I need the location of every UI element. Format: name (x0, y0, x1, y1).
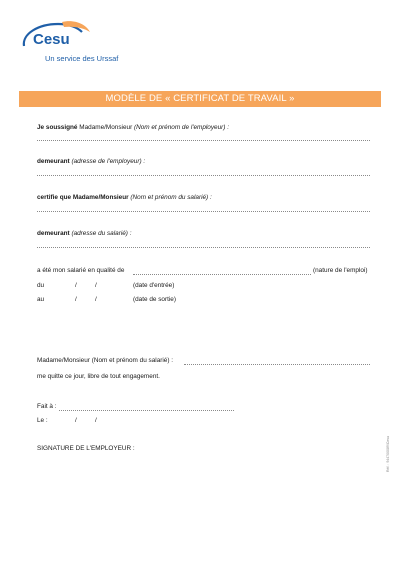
employer-address-field[interactable] (37, 175, 370, 176)
employer-label-hint: (Nom et prénom de l'employeur) : (133, 124, 229, 131)
to-slash-2: / (95, 296, 97, 303)
date-label: Le : (37, 417, 48, 424)
release-label: Madame/Monsieur (Nom et prénom du salarié) : (37, 357, 174, 364)
employment-label: a été mon salarié en qualité de (37, 267, 125, 274)
certify-label-bold: certifie que Madame/Monsieur (37, 194, 129, 201)
end-date-hint: (date de sortie) (133, 296, 176, 303)
from-slash-1: / (75, 282, 77, 289)
employer-label-normal: Madame/Monsieur (77, 124, 134, 131)
from-label: du (37, 282, 45, 289)
employer-name-field[interactable] (37, 140, 370, 141)
employer-address-label-hint: (adresse de l'employeur) : (69, 158, 146, 165)
employee-address-label-hint: (adresse du salarié) : (69, 230, 132, 237)
release-statement: me quitte ce jour, libre de tout engagement. (37, 373, 160, 380)
reference-number: Réf. : 944700089/Cesu (386, 436, 390, 472)
employee-name-field[interactable] (37, 211, 370, 212)
employer-label (37, 124, 229, 131)
certify-label-hint: (Nom et prénom du salarié) : (128, 194, 212, 201)
job-nature-field[interactable] (133, 274, 311, 275)
employee-address-field[interactable] (37, 247, 370, 248)
page-title: MODÈLE DE « CERTIFICAT DE TRAVAIL » (105, 93, 295, 104)
employer-address-label-bold: demeurant (37, 158, 70, 165)
place-field[interactable] (59, 410, 234, 411)
start-date-hint: (date d'entrée) (133, 282, 175, 289)
date-slash-2: / (95, 417, 97, 424)
employee-address-label (37, 230, 131, 237)
title-banner (19, 91, 381, 107)
employer-label-bold: Je soussigné (37, 124, 78, 131)
to-label: au (37, 296, 45, 303)
from-slash-2: / (95, 282, 97, 289)
job-nature-hint: (nature de l'emploi) (313, 267, 368, 274)
date-slash-1: / (75, 417, 77, 424)
brand-name: Cesu (33, 31, 70, 48)
release-employee-field[interactable] (184, 364, 370, 365)
certify-label (37, 194, 212, 201)
place-label: Fait à : (37, 403, 57, 410)
employee-address-label-bold: demeurant (37, 230, 70, 237)
brand-subtitle: Un service des Urssaf (45, 54, 119, 63)
to-slash-1: / (75, 296, 77, 303)
employer-address-label (37, 158, 145, 165)
signature-label: SIGNATURE DE L'EMPLOYEUR : (37, 445, 135, 452)
